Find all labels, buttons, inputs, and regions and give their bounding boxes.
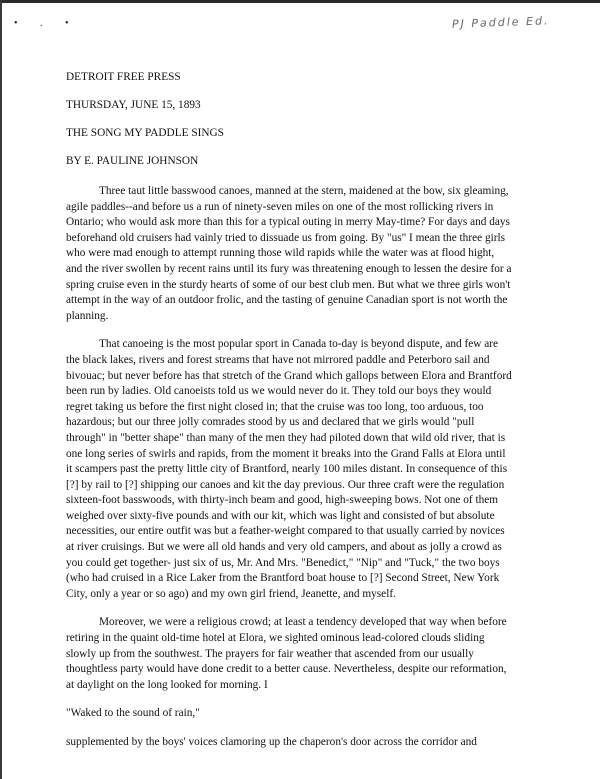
article	[66, 70, 512, 751]
publication-name: DETROIT FREE PRESS	[66, 71, 181, 83]
publication-date: THURSDAY, JUNE 15, 1893	[66, 99, 201, 111]
handwritten-note: PJ Paddle Ed.	[451, 14, 550, 31]
stray-marks: • . •	[14, 18, 79, 29]
continuation-line: supplemented by the boys' voices clamoring up the chaperon's door across the corridor and	[66, 736, 477, 748]
scan-left-edge	[0, 0, 2, 779]
article-title: THE SONG MY PADDLE SINGS	[66, 127, 224, 139]
body-paragraph-3: Moreover, we were a religious crowd; at least a tendency developed that way when before retiring in the quaint old-time hotel at Elora, we sighted ominous lead-colored clouds sliding slowly up from the southwest. The prayers for fair weather that ascended from our usually thoughtless party would have done credit to a better cause. Nevertheless, despite our reformation, at daylight on the long looked for morning. I	[66, 616, 507, 691]
body-paragraph-2: That canoeing is the most popular sport in Canada to-day is beyond dispute, and few are the black lakes, rivers and forest streams that have not mirrored paddle and Peterboro sail and bivouac; but never before has that stretch of the Grand which gallops between Elora and Brantford been run by ladies. Old canoeists told us we would never do it. They told our boys they would regret taking us before the first night closed in; that the cruise was too long, too arduous, too hazardous; but our three jolly comrades stood by us and declared that we girls would "pull through" in "better shape" than many of the men they had piloted down that wild old river, that is one long series of swirls and rapids, from the moment it breaks into the Grand Falls at Elora until it scampers past the pretty little city of Brantford, nearly 100 miles distant. In consequence of this [?] by rail to [?] shipping our canoes and kit the day previous. Our three craft were the regulation sixteen-foot basswoods, with thirty-inch beam and good, high-sweeping bows. Not one of them weighed over sixty-five pounds and with our kit, which was light and consisted of but absolute necessities, our entire outfit was but a feather-weight compared to that usually carried by novices at river cruisings. But we were all old hands and very old campers, and about as jolly a crowd as you could get together- just six of us, Mr. And Mrs. "Benedict," "Nip" and "Tuck," the two boys (who had cruised in a Rice Laker from the Brantford boat house to [?] Second Street, New York City, only a year or so ago) and my own girl friend, Jeanette, and myself.	[66, 338, 512, 600]
byline: BY E. PAULINE JOHNSON	[66, 155, 199, 167]
scan-top-edge	[0, 0, 600, 3]
quoted-line: "Waked to the sound of rain,"	[66, 707, 200, 720]
body-paragraph-1: Three taut little basswood canoes, manned at the stern, maidened at the bow, six gleaming, agile paddles--and before us a run of ninety-seven miles on one of the most rollicking rivers in Ontario; who would ask more than this for a typical outing in merry May-time? For days and days beforehand old cruisers had vainly tried to dissuade us from going. By "us" I mean the three girls who were mad enough to attempt running those wild rapids while the water was at flood hight, and the river swollen by recent rains until its fury was threatening enough to lessen the desire for a spring cruise even in the sturdy hearts of some of our best club men. But what we three girls won't attempt in the way of an outdoor frolic, and the tasting of genuine Canadian sport is not worth the planning.	[66, 185, 512, 322]
